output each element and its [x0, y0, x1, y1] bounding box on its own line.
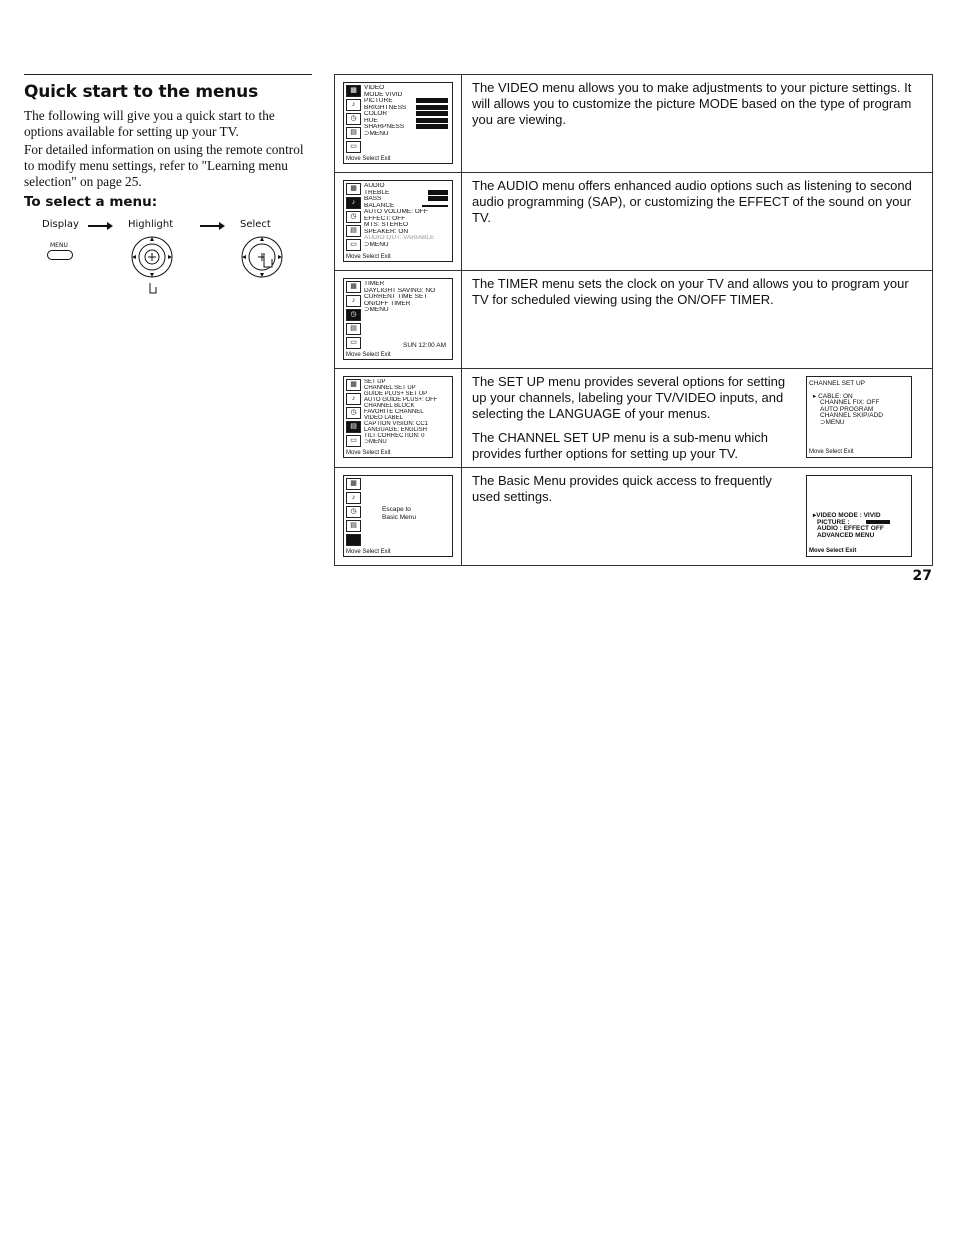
- screen-line: HUE: [364, 117, 378, 124]
- screen-line: SET UP: [364, 379, 386, 385]
- screen-line: ⊃MENU: [364, 241, 389, 248]
- basic-menu-panel: [806, 475, 912, 557]
- menu-button-icon: [47, 250, 73, 260]
- screen-line: VIDEO: [364, 85, 385, 91]
- basic-icon: ▭: [346, 141, 361, 153]
- screen-line: CURRENT TIME SET: [364, 294, 428, 300]
- basic-icon: ▭: [346, 435, 361, 447]
- screen-footer: Move Select Exit: [346, 449, 391, 456]
- submenu-line: AUTO PROGRAM: [820, 405, 874, 413]
- screen-footer: Move Select Exit: [346, 155, 391, 162]
- video-icon: ▦: [346, 85, 361, 97]
- level-bar: [416, 98, 448, 103]
- screen-line: BRIGHTNESS: [364, 104, 407, 111]
- timer-icon: ◷: [346, 506, 361, 518]
- setup-icon: ▤: [346, 225, 361, 237]
- screen-footer: Move Select Exit: [346, 253, 391, 260]
- screen-line: CHANNEL BLOCK: [364, 403, 415, 409]
- submenu-line: ▸ CABLE: ON: [813, 392, 853, 400]
- video-icon: ▦: [346, 183, 361, 195]
- screen-line: TREBLE: [364, 189, 390, 196]
- screen-line: BASS: [364, 196, 382, 202]
- intro-text: The following will give you a quick start to the options available for setting up your TV.: [24, 108, 275, 139]
- audio-icon: ♪: [346, 197, 361, 209]
- screen-footer: Move Select Exit: [346, 351, 391, 358]
- setup-icon: ▤: [346, 520, 361, 532]
- menu-button-label: MENU: [50, 242, 68, 249]
- submenu-footer: Move Select Exit: [809, 547, 857, 554]
- video-icon: ▦: [346, 478, 361, 490]
- picture-level-bar: [866, 520, 890, 524]
- submenu-line: CHANNEL FIX: OFF: [820, 399, 880, 406]
- video-icon: ▦: [346, 379, 361, 391]
- setup-icon: ▤: [346, 323, 361, 335]
- page-title: Quick start to the menus: [24, 82, 258, 102]
- screen-line: AUTO VOLUME: OFF: [364, 209, 428, 215]
- detail-text: For detailed information on using the remote control to modify menu settings, refer to "Learning menu selection" on page 25.: [24, 142, 304, 189]
- video-menu-row: [335, 75, 933, 173]
- video-icon: ▦: [346, 281, 361, 293]
- screen-line: AUDIO OUT: VARIABLE: [364, 235, 435, 241]
- audio-icon: ♪: [346, 99, 361, 111]
- level-bar: [428, 190, 448, 195]
- screen-line: TIMER: [364, 281, 385, 287]
- submenu-line: ADVANCED MENU: [817, 531, 875, 539]
- timer-menu-description: The TIMER menu sets the clock on your TV and allows you to program your TV for scheduled viewing using the ON/OFF TIMER.: [462, 271, 933, 369]
- setup-icon: ▤: [346, 421, 361, 433]
- timer-icon: ◷: [346, 113, 361, 125]
- page-number: 27: [912, 568, 932, 584]
- submenu-line: CHANNEL SKIP/ADD: [820, 412, 883, 419]
- audio-icon: ♪: [346, 492, 361, 504]
- screen-line: SPEAKER: ON: [364, 228, 409, 235]
- screen-line: MTS: STEREO: [364, 222, 409, 228]
- submenu-line: CHANNEL SET UP: [809, 380, 865, 387]
- timer-menu-row: [335, 271, 933, 369]
- audio-menu-row: [335, 173, 933, 271]
- screen-line: DAYLIGHT SAVING: NO: [364, 287, 436, 294]
- screen-line: GUIDE PLUS+ SET UP: [364, 391, 428, 397]
- screen-line: EFFECT: OFF: [364, 215, 406, 222]
- basic-menu-cell: [462, 468, 933, 566]
- screen-line: LANGUAGE: ENGLISH: [364, 427, 428, 433]
- screen-line: ⊃MENU: [364, 130, 389, 137]
- timer-menu-screen: [343, 278, 453, 360]
- screen-line: BALANCE: [364, 202, 395, 209]
- screen-line: AUDIO: [364, 183, 385, 189]
- escape-label: Escape to Basic Menu: [382, 506, 416, 521]
- section-subtitle: To select a menu:: [24, 194, 158, 210]
- step-display: Display: [42, 219, 79, 230]
- video-menu-description: The VIDEO menu allows you to make adjustments to your picture settings. It will allows you to customize the picture MODE based on the type of program you are viewing.: [462, 75, 933, 173]
- submenu-line: PICTURE :: [817, 518, 850, 526]
- step-select: Select: [240, 219, 271, 230]
- basic-icon: ▭: [346, 337, 361, 349]
- screen-line: CAPTION VISION: CC1: [364, 421, 429, 427]
- channel-setup-description: The CHANNEL SET UP menu is a sub-menu which provides further options for setting up your TV.: [472, 430, 768, 461]
- joystick-select-icon: [238, 235, 290, 283]
- level-bar: [428, 196, 448, 201]
- screen-line: ⊃MENU: [364, 307, 389, 313]
- menu-table: [334, 74, 933, 566]
- screen-line: SHARPNESS: [364, 124, 405, 130]
- screen-line: CHANNEL SET UP: [364, 385, 416, 391]
- screen-line: ⊃MENU: [364, 439, 387, 445]
- setup-menu-row: [335, 369, 933, 468]
- screen-line: FAVORITE CHANNEL: [364, 409, 424, 415]
- video-menu-screen: [343, 82, 453, 164]
- submenu-line: ▸VIDEO MODE : VIVID: [813, 512, 881, 519]
- basic-menu-description: The Basic Menu provides quick access to frequently used settings.: [472, 473, 772, 504]
- step-highlight: Highlight: [128, 219, 174, 230]
- submenu-footer: Move Select Exit: [809, 448, 854, 455]
- setup-menu-screen: [343, 376, 453, 458]
- screen-line: COLOR: [364, 111, 388, 117]
- screen-footer: Move Select Exit: [346, 548, 391, 555]
- submenu-line: AUDIO : EFFECT OFF: [817, 525, 884, 532]
- basic-menu-screen: [343, 475, 453, 557]
- audio-menu-description: The AUDIO menu offers enhanced audio options such as listening to second audio programming (SAP), or customizing the EFFECT of the sound on your TV.: [462, 173, 933, 271]
- level-bar: [422, 205, 448, 207]
- submenu-line: ⊃MENU: [820, 418, 845, 426]
- screen-line: PICTURE: [364, 98, 393, 104]
- level-bar: [416, 124, 448, 129]
- screen-line: AUTO GUIDE PLUS+: OFF: [364, 397, 438, 403]
- timer-icon: ◷: [346, 309, 361, 321]
- basic-menu-row: [335, 468, 933, 566]
- level-bar: [416, 111, 448, 116]
- audio-menu-screen: [343, 180, 453, 262]
- arrow-icon: [200, 225, 220, 227]
- setup-icon: ▤: [346, 127, 361, 139]
- screen-line: TILT CORRECTION: 0: [364, 433, 425, 439]
- audio-icon: ♪: [346, 295, 361, 307]
- joystick-highlight-icon: [128, 235, 180, 299]
- setup-menu-cell: [462, 369, 933, 468]
- basic-icon: [346, 534, 361, 546]
- title-rule: [24, 74, 312, 75]
- screen-line: MODE VIVID: [364, 91, 403, 98]
- timer-icon: ◷: [346, 211, 361, 223]
- basic-icon: ▭: [346, 239, 361, 251]
- channel-setup-submenu: [806, 376, 912, 458]
- screen-line: VIDEO LABEL: [364, 415, 404, 421]
- timer-icon: ◷: [346, 407, 361, 419]
- audio-icon: ♪: [346, 393, 361, 405]
- arrow-icon: [88, 225, 108, 227]
- clock-readout: SUN 12:00 AM: [403, 341, 446, 349]
- level-bar: [416, 118, 448, 123]
- level-bar: [416, 105, 448, 110]
- setup-menu-description: The SET UP menu provides several options for setting up your channels, labeling your TV/VIDEO inputs, and selecting the LANGUAGE of your menus.: [472, 374, 786, 421]
- screen-line: ON/OFF TIMER: [364, 300, 411, 307]
